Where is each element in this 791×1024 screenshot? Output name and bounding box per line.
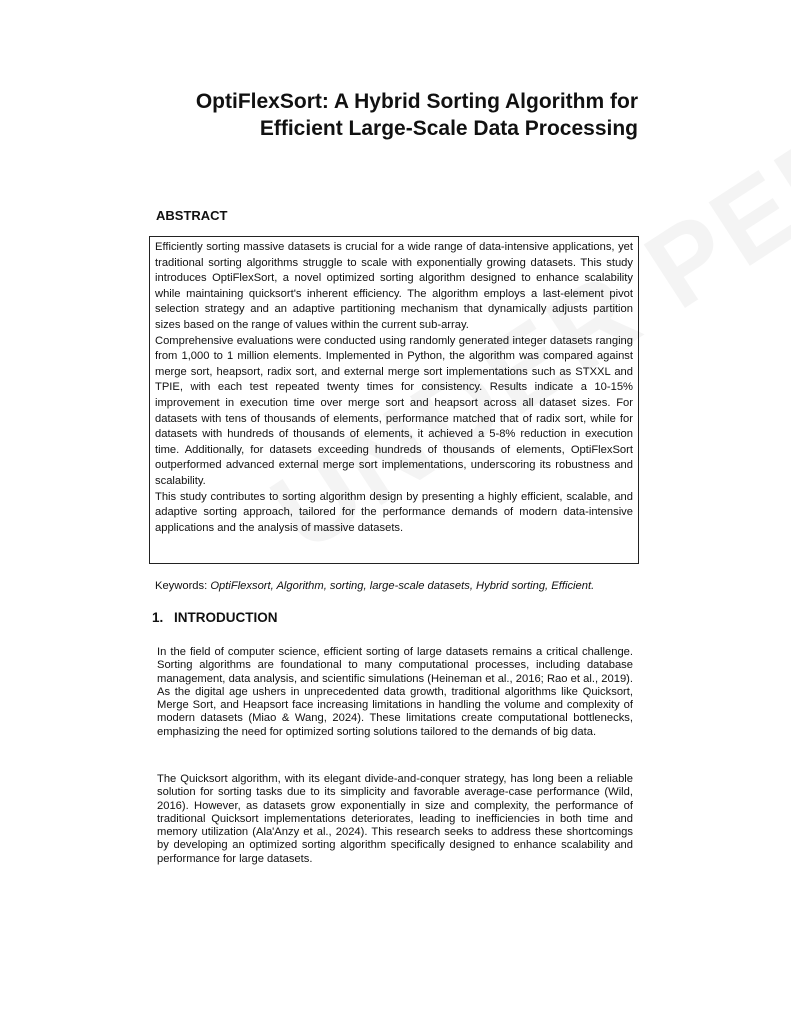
section-number: 1.	[152, 610, 164, 625]
paper-title-line-2: Efficient Large-Scale Data Processing	[259, 117, 638, 140]
paper-title	[150, 88, 638, 142]
keywords-values: OptiFlexsort, Algorithm, sorting, large-scale datasets, Hybrid sorting, Efficient.	[210, 580, 595, 592]
abstract-paragraph-1: Efficiently sorting massive datasets is crucial for a wide range of data-intensive applications, yet traditional sorting algorithms struggle to scale with exponentially growing datasets. This study introduces OptiFlexSort, a novel optimized sorting algorithm designed to enhance scalability while maintaining quicksort's inherent efficiency. The algorithm employs a last-element pivot selection strategy and an adaptive partitioning mechanism that dynamically adjusts partition sizes based on the range of values within the current sub-array.	[155, 241, 633, 331]
abstract-box	[149, 236, 639, 564]
section-heading-introduction	[152, 610, 278, 625]
keywords	[155, 580, 594, 592]
section-title: INTRODUCTION	[174, 610, 278, 625]
abstract-paragraph-3: This study contributes to sorting algorithm design by presenting a highly efficient, scalable, and adaptive sorting approach, tailored for the performance demands of modern data-intensive applications and the analysis of massive datasets.	[155, 490, 633, 534]
keywords-label: Keywords:	[155, 580, 211, 592]
abstract-paragraph-2: Comprehensive evaluations were conducted using randomly generated integer datasets ranging from 1,000 to 1 million elements. Implemented in Python, the algorithm was compared against merge sort, heapsort, radix sort, and external merge sort implementations such as STXXL and TPIE, with each test repeated twenty times for consistency. Results indicate a 10-15% improvement in execution time over merge sort and heapsort across all dataset sizes. For datasets with tens of thousands of elements, performance matched that of radix sort, while for datasets with hundreds of thousands of elements, it achieved a 5-8% reduction in execution time. Additionally, for datasets exceeding hundreds of thousands of elements, OptiFlexSort outperformed advanced external merge sort implementations, underscoring its robustness and scalability.	[155, 334, 633, 487]
abstract-heading: ABSTRACT	[156, 208, 228, 223]
paper-title-line-1: OptiFlexSort: A Hybrid Sorting Algorithm for	[195, 90, 638, 113]
introduction-paragraph-2: The Quicksort algorithm, with its elegant divide-and-conquer strategy, has long been a reliable solution for sorting tasks due to its simplicity and favorable average-case performance (Wild, 2016). However, as datasets grow exponentially in size and complexity, the performance of traditional Quicksort implementations deteriorates, leading to inefficiencies in both time and memory utilization (Ala'Anzy et al., 2024). This research seeks to address these shortcomings by developing an optimized sorting algorithm specifically designed to enhance scalability and performance for large datasets.	[157, 773, 633, 865]
introduction-paragraph-1: In the field of computer science, efficient sorting of large datasets remains a critical challenge. Sorting algorithms are foundational to many computational processes, including database management, data analysis, and scientific simulations (Heineman et al., 2016; Rao et al., 2019). As the digital age ushers in unprecedented data growth, traditional algorithms like Quicksort, Merge Sort, and Heapsort face increasing limitations in handling the volume and complexity of modern datasets (Miao & Wang, 2024). These limitations create computational bottlenecks, emphasizing the need for optimized sorting solutions tailored to the demands of big data.	[157, 646, 633, 738]
